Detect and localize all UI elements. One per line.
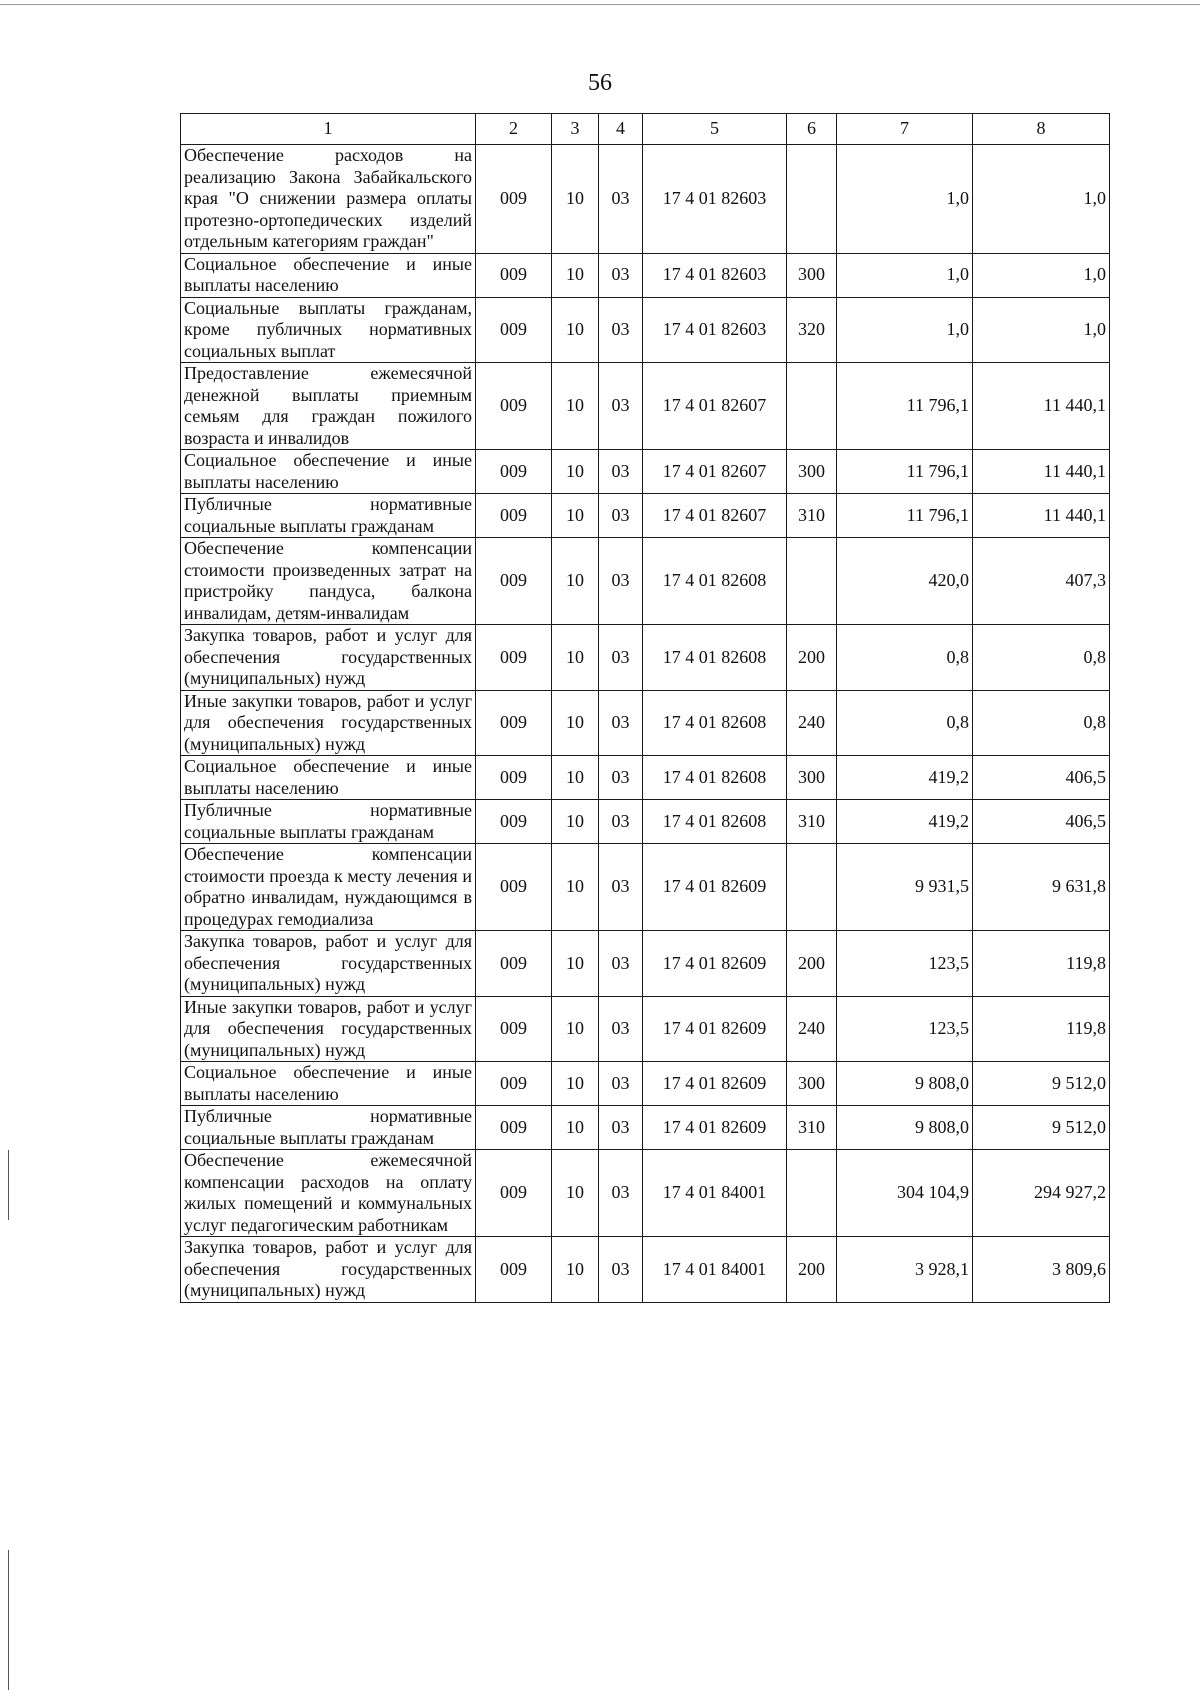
subsection-code-cell: 03 xyxy=(599,297,643,363)
amount-year2-cell: 1,0 xyxy=(973,297,1110,363)
ministry-code-cell: 009 xyxy=(476,253,552,297)
amount-year2-cell: 119,8 xyxy=(973,996,1110,1062)
target-article-cell: 17 4 01 82608 xyxy=(643,538,787,625)
amount-year2-cell: 11 440,1 xyxy=(973,494,1110,538)
expense-type-cell: 200 xyxy=(787,1237,837,1303)
amount-year2-cell: 0,8 xyxy=(973,625,1110,691)
item-name-cell: Обеспечение компенсации стоимости проезда к месту лечения и обратно инвалидам, нуждающимся в процедурах гемодиализа xyxy=(181,844,476,931)
table-row xyxy=(181,844,1110,931)
ministry-code-cell: 009 xyxy=(476,690,552,756)
table-row xyxy=(181,363,1110,450)
amount-year1-cell: 3 928,1 xyxy=(837,1237,973,1303)
section-code-cell: 10 xyxy=(552,1237,599,1303)
subsection-code-cell: 03 xyxy=(599,625,643,691)
item-name-cell: Обеспечение ежемесячной компенсации расходов на оплату жилых помещений и коммунальных услуг педагогическим работникам xyxy=(181,1150,476,1237)
amount-year1-cell: 1,0 xyxy=(837,145,973,254)
amount-year2-cell: 294 927,2 xyxy=(973,1150,1110,1237)
expense-type-cell xyxy=(787,1150,837,1237)
scan-margin-mark xyxy=(8,1550,9,1690)
subsection-code-cell: 03 xyxy=(599,145,643,254)
ministry-code-cell: 009 xyxy=(476,1237,552,1303)
expense-type-cell: 320 xyxy=(787,297,837,363)
target-article-cell: 17 4 01 82609 xyxy=(643,931,787,997)
section-code-cell: 10 xyxy=(552,363,599,450)
column-header: 7 xyxy=(837,114,973,145)
target-article-cell: 17 4 01 82609 xyxy=(643,1106,787,1150)
section-code-cell: 10 xyxy=(552,297,599,363)
item-name-cell: Социальное обеспечение и иные выплаты населению xyxy=(181,253,476,297)
ministry-code-cell: 009 xyxy=(476,538,552,625)
item-name-cell: Социальные выплаты гражданам, кроме публичных нормативных социальных выплат xyxy=(181,297,476,363)
item-name-cell: Публичные нормативные социальные выплаты гражданам xyxy=(181,1106,476,1150)
ministry-code-cell: 009 xyxy=(476,996,552,1062)
ministry-code-cell: 009 xyxy=(476,931,552,997)
section-code-cell: 10 xyxy=(552,1062,599,1106)
amount-year1-cell: 0,8 xyxy=(837,690,973,756)
table-row xyxy=(181,494,1110,538)
table-row xyxy=(181,625,1110,691)
ministry-code-cell: 009 xyxy=(476,1106,552,1150)
section-code-cell: 10 xyxy=(552,931,599,997)
column-header: 5 xyxy=(643,114,787,145)
expense-type-cell xyxy=(787,844,837,931)
amount-year1-cell: 123,5 xyxy=(837,996,973,1062)
target-article-cell: 17 4 01 84001 xyxy=(643,1237,787,1303)
target-article-cell: 17 4 01 82609 xyxy=(643,1062,787,1106)
scan-border-line xyxy=(0,4,1200,5)
expense-type-cell: 300 xyxy=(787,1062,837,1106)
item-name-cell: Публичные нормативные социальные выплаты гражданам xyxy=(181,494,476,538)
column-header: 6 xyxy=(787,114,837,145)
ministry-code-cell: 009 xyxy=(476,297,552,363)
target-article-cell: 17 4 01 82603 xyxy=(643,253,787,297)
target-article-cell: 17 4 01 84001 xyxy=(643,1150,787,1237)
amount-year1-cell: 123,5 xyxy=(837,931,973,997)
item-name-cell: Социальное обеспечение и иные выплаты населению xyxy=(181,1062,476,1106)
amount-year2-cell: 1,0 xyxy=(973,253,1110,297)
expense-type-cell xyxy=(787,145,837,254)
item-name-cell: Обеспечение расходов на реализацию Закона Забайкальского края "О снижении размера оплаты протезно-ортопедических изделий отдельным категориям граждан" xyxy=(181,145,476,254)
amount-year2-cell: 1,0 xyxy=(973,145,1110,254)
item-name-cell: Социальное обеспечение и иные выплаты населению xyxy=(181,756,476,800)
item-name-cell: Предоставление ежемесячной денежной выплаты приемным семьям для граждан пожилого возраста и инвалидов xyxy=(181,363,476,450)
ministry-code-cell: 009 xyxy=(476,1150,552,1237)
table-row xyxy=(181,1106,1110,1150)
table-body xyxy=(181,145,1110,1303)
amount-year2-cell: 9 631,8 xyxy=(973,844,1110,931)
amount-year1-cell: 9 808,0 xyxy=(837,1062,973,1106)
subsection-code-cell: 03 xyxy=(599,253,643,297)
column-header: 8 xyxy=(973,114,1110,145)
subsection-code-cell: 03 xyxy=(599,1062,643,1106)
target-article-cell: 17 4 01 82603 xyxy=(643,145,787,254)
section-code-cell: 10 xyxy=(552,996,599,1062)
ministry-code-cell: 009 xyxy=(476,800,552,844)
item-name-cell: Социальное обеспечение и иные выплаты населению xyxy=(181,450,476,494)
target-article-cell: 17 4 01 82608 xyxy=(643,625,787,691)
amount-year1-cell: 419,2 xyxy=(837,756,973,800)
target-article-cell: 17 4 01 82607 xyxy=(643,494,787,538)
section-code-cell: 10 xyxy=(552,756,599,800)
budget-table xyxy=(180,113,1110,1303)
amount-year1-cell: 11 796,1 xyxy=(837,450,973,494)
subsection-code-cell: 03 xyxy=(599,996,643,1062)
expense-type-cell: 300 xyxy=(787,450,837,494)
amount-year1-cell: 420,0 xyxy=(837,538,973,625)
amount-year2-cell: 9 512,0 xyxy=(973,1062,1110,1106)
ministry-code-cell: 009 xyxy=(476,145,552,254)
amount-year2-cell: 11 440,1 xyxy=(973,363,1110,450)
ministry-code-cell: 009 xyxy=(476,1062,552,1106)
section-code-cell: 10 xyxy=(552,253,599,297)
expense-type-cell: 240 xyxy=(787,996,837,1062)
item-name-cell: Обеспечение компенсации стоимости произведенных затрат на пристройку пандуса, балкона инвалидам, детям-инвалидам xyxy=(181,538,476,625)
amount-year2-cell: 406,5 xyxy=(973,756,1110,800)
amount-year1-cell: 1,0 xyxy=(837,297,973,363)
amount-year1-cell: 419,2 xyxy=(837,800,973,844)
amount-year2-cell: 11 440,1 xyxy=(973,450,1110,494)
amount-year1-cell: 9 808,0 xyxy=(837,1106,973,1150)
subsection-code-cell: 03 xyxy=(599,844,643,931)
expense-type-cell: 300 xyxy=(787,756,837,800)
subsection-code-cell: 03 xyxy=(599,800,643,844)
column-header: 2 xyxy=(476,114,552,145)
subsection-code-cell: 03 xyxy=(599,1106,643,1150)
table-row xyxy=(181,1062,1110,1106)
subsection-code-cell: 03 xyxy=(599,450,643,494)
table-row xyxy=(181,996,1110,1062)
expense-type-cell: 300 xyxy=(787,253,837,297)
target-article-cell: 17 4 01 82603 xyxy=(643,297,787,363)
subsection-code-cell: 03 xyxy=(599,538,643,625)
section-code-cell: 10 xyxy=(552,625,599,691)
amount-year2-cell: 406,5 xyxy=(973,800,1110,844)
page-number: 56 xyxy=(588,70,612,96)
expense-type-cell xyxy=(787,363,837,450)
column-header: 4 xyxy=(599,114,643,145)
column-header: 3 xyxy=(552,114,599,145)
subsection-code-cell: 03 xyxy=(599,756,643,800)
amount-year2-cell: 407,3 xyxy=(973,538,1110,625)
expense-type-cell xyxy=(787,538,837,625)
subsection-code-cell: 03 xyxy=(599,931,643,997)
section-code-cell: 10 xyxy=(552,800,599,844)
item-name-cell: Иные закупки товаров, работ и услуг для обеспечения государственных (муниципальных) нужд xyxy=(181,996,476,1062)
target-article-cell: 17 4 01 82608 xyxy=(643,800,787,844)
amount-year2-cell: 3 809,6 xyxy=(973,1237,1110,1303)
ministry-code-cell: 009 xyxy=(476,756,552,800)
section-code-cell: 10 xyxy=(552,538,599,625)
amount-year2-cell: 119,8 xyxy=(973,931,1110,997)
expense-type-cell: 310 xyxy=(787,494,837,538)
target-article-cell: 17 4 01 82607 xyxy=(643,363,787,450)
section-code-cell: 10 xyxy=(552,494,599,538)
section-code-cell: 10 xyxy=(552,1150,599,1237)
table-row xyxy=(181,690,1110,756)
ministry-code-cell: 009 xyxy=(476,450,552,494)
target-article-cell: 17 4 01 82609 xyxy=(643,996,787,1062)
target-article-cell: 17 4 01 82609 xyxy=(643,844,787,931)
table-row xyxy=(181,253,1110,297)
expense-type-cell: 310 xyxy=(787,800,837,844)
subsection-code-cell: 03 xyxy=(599,494,643,538)
item-name-cell: Иные закупки товаров, работ и услуг для обеспечения государственных (муниципальных) нужд xyxy=(181,690,476,756)
amount-year1-cell: 304 104,9 xyxy=(837,1150,973,1237)
table-row xyxy=(181,297,1110,363)
expense-type-cell: 310 xyxy=(787,1106,837,1150)
subsection-code-cell: 03 xyxy=(599,1150,643,1237)
amount-year1-cell: 1,0 xyxy=(837,253,973,297)
amount-year2-cell: 9 512,0 xyxy=(973,1106,1110,1150)
amount-year1-cell: 9 931,5 xyxy=(837,844,973,931)
table-row xyxy=(181,1237,1110,1303)
expense-type-cell: 240 xyxy=(787,690,837,756)
section-code-cell: 10 xyxy=(552,844,599,931)
ministry-code-cell: 009 xyxy=(476,844,552,931)
subsection-code-cell: 03 xyxy=(599,1237,643,1303)
item-name-cell: Закупка товаров, работ и услуг для обеспечения государственных (муниципальных) нужд xyxy=(181,931,476,997)
table-row xyxy=(181,145,1110,254)
table-row xyxy=(181,756,1110,800)
section-code-cell: 10 xyxy=(552,690,599,756)
amount-year2-cell: 0,8 xyxy=(973,690,1110,756)
scan-margin-mark xyxy=(8,1150,9,1220)
column-header: 1 xyxy=(181,114,476,145)
subsection-code-cell: 03 xyxy=(599,363,643,450)
section-code-cell: 10 xyxy=(552,1106,599,1150)
table-row xyxy=(181,450,1110,494)
amount-year1-cell: 0,8 xyxy=(837,625,973,691)
expense-type-cell: 200 xyxy=(787,625,837,691)
expense-type-cell: 200 xyxy=(787,931,837,997)
ministry-code-cell: 009 xyxy=(476,494,552,538)
ministry-code-cell: 009 xyxy=(476,625,552,691)
table-row xyxy=(181,800,1110,844)
item-name-cell: Закупка товаров, работ и услуг для обеспечения государственных (муниципальных) нужд xyxy=(181,625,476,691)
subsection-code-cell: 03 xyxy=(599,690,643,756)
table-row xyxy=(181,931,1110,997)
amount-year1-cell: 11 796,1 xyxy=(837,494,973,538)
target-article-cell: 17 4 01 82607 xyxy=(643,450,787,494)
item-name-cell: Публичные нормативные социальные выплаты гражданам xyxy=(181,800,476,844)
section-code-cell: 10 xyxy=(552,145,599,254)
table-row xyxy=(181,538,1110,625)
target-article-cell: 17 4 01 82608 xyxy=(643,690,787,756)
amount-year1-cell: 11 796,1 xyxy=(837,363,973,450)
table-row xyxy=(181,1150,1110,1237)
item-name-cell: Закупка товаров, работ и услуг для обеспечения государственных (муниципальных) нужд xyxy=(181,1237,476,1303)
target-article-cell: 17 4 01 82608 xyxy=(643,756,787,800)
section-code-cell: 10 xyxy=(552,450,599,494)
table-header-row xyxy=(181,114,1110,145)
ministry-code-cell: 009 xyxy=(476,363,552,450)
